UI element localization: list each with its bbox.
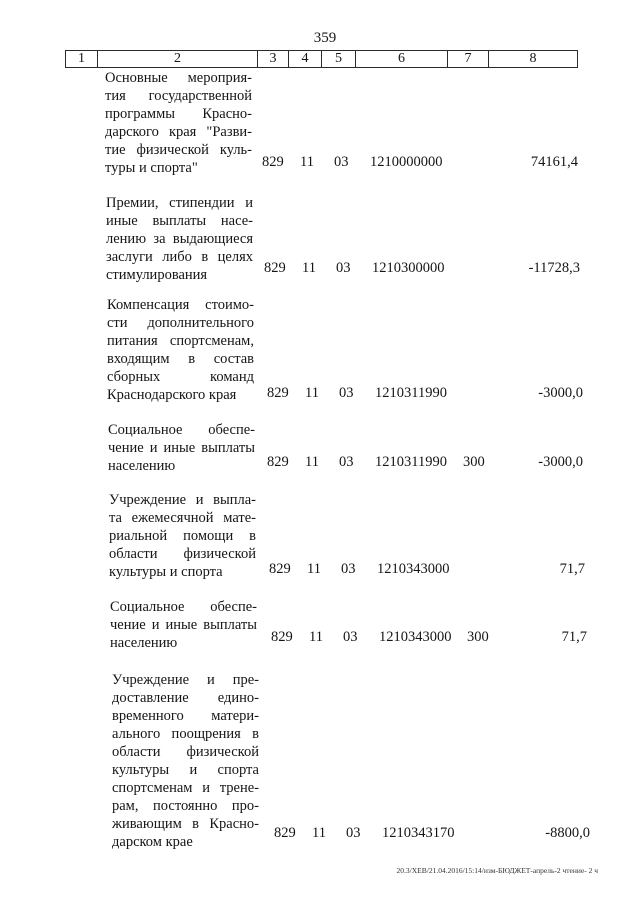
row-values (250, 153, 590, 171)
description-line: населению (108, 458, 176, 474)
col-8-value: -11728,3 (528, 260, 580, 276)
col-8-value: 71,7 (561, 629, 587, 645)
description-line: тия государственной (105, 88, 252, 104)
col-4-value: 11 (305, 385, 319, 401)
col-3-value: 829 (264, 260, 286, 276)
col-5-value: 03 (341, 561, 356, 577)
col-5-value: 03 (334, 154, 349, 170)
col-8-value: -3000,0 (538, 454, 583, 470)
header-col-5: 5 (321, 51, 355, 67)
row-description (105, 69, 252, 177)
col-8-value: 71,7 (559, 561, 585, 577)
header-col-3: 3 (257, 51, 288, 67)
col-4-value: 11 (307, 561, 321, 577)
col-5-value: 03 (343, 629, 358, 645)
row-description (106, 194, 253, 284)
col-3-value: 829 (271, 629, 293, 645)
row-description (109, 491, 256, 581)
col-3-value: 829 (267, 385, 289, 401)
description-line: входящим в состав (107, 351, 254, 367)
description-line: сборных команд (107, 369, 254, 385)
col-6-value: 1210300000 (372, 260, 445, 276)
description-line: Учреждение и пре- (112, 672, 259, 688)
col-8-value: -8800,0 (545, 825, 590, 841)
description-line: та ежемесячной мате- (109, 510, 256, 526)
row-values (255, 384, 595, 402)
description-line: Основные мероприя- (105, 70, 252, 86)
description-line: дарского края "Разви- (105, 124, 252, 140)
col-3-value: 829 (262, 154, 284, 170)
footer-stamp: 20.3/ХЕВ/21.04.2016/15:14/изм-БЮДЖЕТ-апрель-2 чтение- 2 ч (396, 866, 598, 875)
description-line: ального поощрения в (112, 726, 259, 742)
col-7-value: 300 (467, 629, 489, 645)
col-7-value: 300 (463, 454, 485, 470)
description-line: Компенсация стоимо- (107, 297, 254, 313)
col-5-value: 03 (339, 385, 354, 401)
description-line: лению за выдающиеся (106, 231, 253, 247)
col-6-value: 1210343170 (382, 825, 455, 841)
description-line: Социальное обеспе- (108, 422, 255, 438)
description-line: временного матери- (112, 708, 259, 724)
description-line: риальной помощи в (109, 528, 256, 544)
header-col-4: 4 (288, 51, 321, 67)
col-3-value: 829 (269, 561, 291, 577)
description-line: спортсменам и трене- (112, 780, 259, 796)
col-4-value: 11 (312, 825, 326, 841)
col-6-value: 1210311990 (375, 385, 447, 401)
col-6-value: 1210000000 (370, 154, 443, 170)
description-line: дарском крае (112, 834, 193, 850)
description-line: стимулирования (106, 267, 208, 283)
description-line: области физической (112, 744, 259, 760)
col-4-value: 11 (302, 260, 316, 276)
col-6-value: 1210343000 (379, 629, 452, 645)
description-line: иные выплаты насе- (106, 213, 253, 229)
description-line: живающим в Красно- (112, 816, 259, 832)
description-line: рам, постоянно про- (112, 798, 259, 814)
table-header (65, 50, 578, 68)
col-5-value: 03 (346, 825, 361, 841)
row-values (262, 824, 602, 842)
description-line: туры и спорта" (105, 160, 198, 176)
col-5-value: 03 (339, 454, 354, 470)
description-line: чение и иные выплаты (110, 617, 257, 633)
col-3-value: 829 (274, 825, 296, 841)
col-8-value: 74161,4 (530, 154, 578, 170)
description-line: питания спортсменам, (107, 333, 254, 349)
header-col-2: 2 (97, 51, 257, 67)
header-col-6: 6 (355, 51, 447, 67)
description-line: населению (110, 635, 178, 651)
row-description (107, 296, 254, 404)
row-values (257, 560, 597, 578)
page-number: 359 (313, 30, 337, 46)
col-5-value: 03 (336, 260, 351, 276)
description-line: Краснодарского края (107, 387, 237, 403)
description-line: сти дополнительного (107, 315, 254, 331)
row-values (255, 453, 595, 471)
header-col-8: 8 (488, 51, 577, 67)
description-line: культуры и спорта (112, 762, 259, 778)
description-line: области физической (109, 546, 256, 562)
row-values (259, 628, 599, 646)
header-col-7: 7 (447, 51, 488, 67)
col-4-value: 11 (300, 154, 314, 170)
description-line: Учреждение и выпла- (109, 492, 256, 508)
col-4-value: 11 (309, 629, 323, 645)
col-6-value: 1210343000 (377, 561, 450, 577)
description-line: заслуги либо в целях (106, 249, 253, 265)
description-line: культуры и спорта (109, 564, 223, 580)
row-values (252, 259, 592, 277)
col-6-value: 1210311990 (375, 454, 447, 470)
col-8-value: -3000,0 (538, 385, 583, 401)
description-line: чение и иные выплаты (108, 440, 255, 456)
header-col-1: 1 (78, 51, 85, 66)
description-line: Социальное обеспе- (110, 599, 257, 615)
col-3-value: 829 (267, 454, 289, 470)
description-line: Премии, стипендии и (106, 195, 253, 211)
row-description (108, 421, 255, 475)
row-description (110, 598, 257, 652)
row-description (112, 671, 259, 851)
description-line: программы Красно- (105, 106, 252, 122)
col-4-value: 11 (305, 454, 319, 470)
description-line: тие физической куль- (105, 142, 252, 158)
description-line: доставление едино- (112, 690, 259, 706)
